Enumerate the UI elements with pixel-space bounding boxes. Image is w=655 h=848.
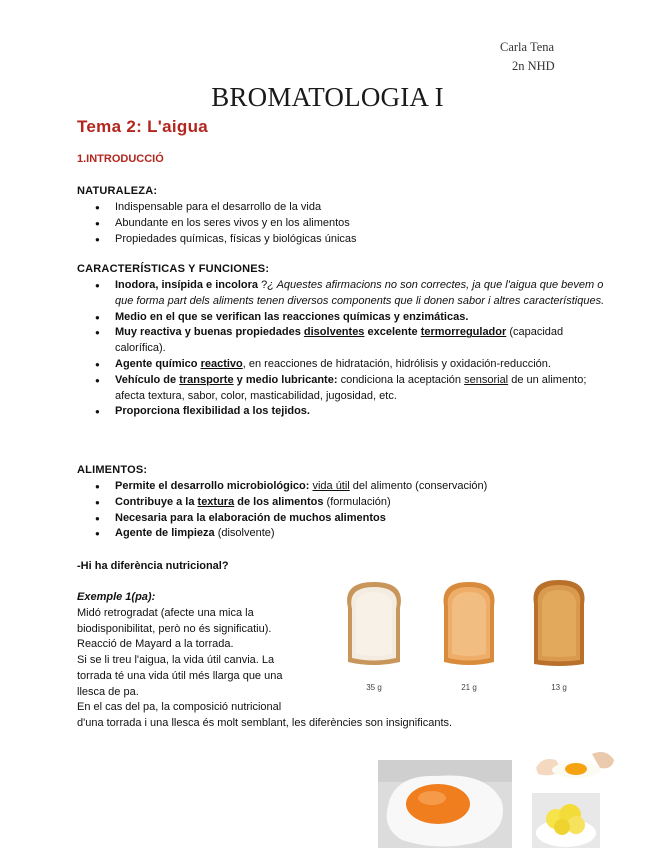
list-item: [115, 278, 615, 310]
list-item: [115, 526, 615, 542]
cracked-egg-image: [532, 746, 618, 782]
item-text: (disolvente): [214, 527, 275, 540]
example-conclusion: [77, 700, 597, 732]
item-text: (capacidad calorífica).: [115, 326, 564, 355]
caracteristicas-list: [77, 278, 615, 420]
item-underline: termorregulador: [420, 326, 507, 339]
list-item: ● Abundante en los seres vivos y en los alimentos: [115, 216, 615, 232]
example-line: llesca de pa.: [77, 685, 139, 698]
example-line: d'una torrada i una llesca és molt semblant, les diferències son insignificants.: [77, 716, 453, 729]
list-item: ● Medio en el que se verifican las reacciones químicas y enzimáticas.: [115, 310, 615, 326]
alimentos-list: [77, 479, 615, 542]
item-text: condiciona la aceptación: [337, 373, 465, 386]
example-block: [77, 590, 322, 701]
item-bold: Contribuye a la: [115, 495, 198, 508]
item-bold: de los alimentos: [234, 495, 324, 508]
fried-egg-image: [378, 760, 512, 848]
item-bold: Permite el desarrollo microbiológico:: [115, 480, 310, 492]
item-underline: reactivo: [200, 357, 243, 370]
list-item: ● Indispensable para el desarrollo de la vida: [115, 200, 615, 216]
item-text: del alimento (conservación): [349, 480, 488, 492]
author-block: [500, 38, 555, 76]
item-bold: Agente de limpieza: [115, 527, 215, 540]
item-bold: Vehículo de: [115, 373, 180, 386]
bread-slice-toasted-image: [436, 578, 502, 670]
alimentos-heading: ALIMENTOS:: [77, 464, 148, 476]
list-item: ● Necesaria para la elaboración de muchos alimentos: [115, 511, 615, 527]
item-bold: excelente: [364, 326, 421, 339]
item-text: de un alimento; afecta textura, sabor, color, masticabilidad, jugosidad, etc.: [115, 373, 587, 402]
list-item: [115, 373, 615, 405]
scrambled-egg-image: [532, 793, 600, 848]
example-title: Exemple 1(pa):: [77, 591, 156, 603]
item-bold: Muy reactiva y buenas propiedades: [115, 326, 304, 339]
list-item: [115, 357, 615, 373]
example-line: Midó retrogradat (afecte una mica la: [77, 606, 254, 619]
example-line: Reacció de Mayard a la torrada.: [77, 638, 234, 651]
item-bold: Agente químico: [115, 357, 201, 370]
caracteristicas-heading: CARACTERÍSTICAS Y FUNCIONES:: [77, 263, 270, 275]
section-title: 1.INTRODUCCIÓ: [77, 153, 164, 165]
bread-label: 21 g: [461, 683, 477, 692]
bread-slice-fresh-image: [338, 578, 410, 670]
item-underline: textura: [197, 495, 235, 508]
example-line: En el cas del pa, la composició nutricional: [77, 701, 282, 713]
bread-label: 13 g: [551, 683, 567, 692]
item-text: , en reacciones de hidratación, hidrólisis y oxidación-reducción.: [242, 357, 551, 370]
item-italic-note: ¿ Aquestes afirmacions no son correctes, ja que l'aigua que bevem o que forma part dels aliments tenen diversos components que li donen sabor i altres característiques.: [115, 279, 605, 307]
list-item: [115, 325, 615, 357]
item-underline: vida útil: [312, 480, 350, 492]
naturaleza-heading: NATURALEZA:: [77, 185, 158, 197]
list-item: [115, 495, 615, 511]
item-bold: Inodora, insípida e incolora: [115, 279, 259, 291]
list-item: [115, 479, 615, 495]
author-name: Carla Tena: [500, 40, 555, 54]
item-underline: sensorial: [464, 373, 509, 386]
author-group: 2n NHD: [512, 59, 555, 73]
bread-rusk-image: [526, 578, 592, 670]
list-item: ● Propiedades químicas, físicas y biológicas únicas: [115, 232, 615, 248]
list-item: ● Proporciona flexibilidad a los tejidos.: [115, 404, 615, 420]
item-underline: transporte: [179, 373, 234, 386]
example-line: torrada té una vida útil més llarga que una: [77, 669, 283, 682]
item-bold: y medio lubricante:: [233, 373, 338, 386]
naturaleza-list: [77, 200, 615, 247]
item-text: (formulación): [323, 495, 391, 508]
item-underline: disolventes: [303, 326, 365, 339]
example-line: Si se li treu l'aigua, la vida útil canvia. La: [77, 654, 275, 667]
page-title: BROMATOLOGIA I: [211, 82, 444, 112]
item-text: ?: [258, 279, 268, 291]
example-line: biodisponibilitat, però no és significatiu).: [77, 622, 272, 635]
bread-label: 35 g: [366, 683, 382, 692]
question-heading: -Hi ha diferència nutricional?: [77, 560, 229, 572]
topic-title: Tema 2: L'aigua: [77, 117, 209, 136]
